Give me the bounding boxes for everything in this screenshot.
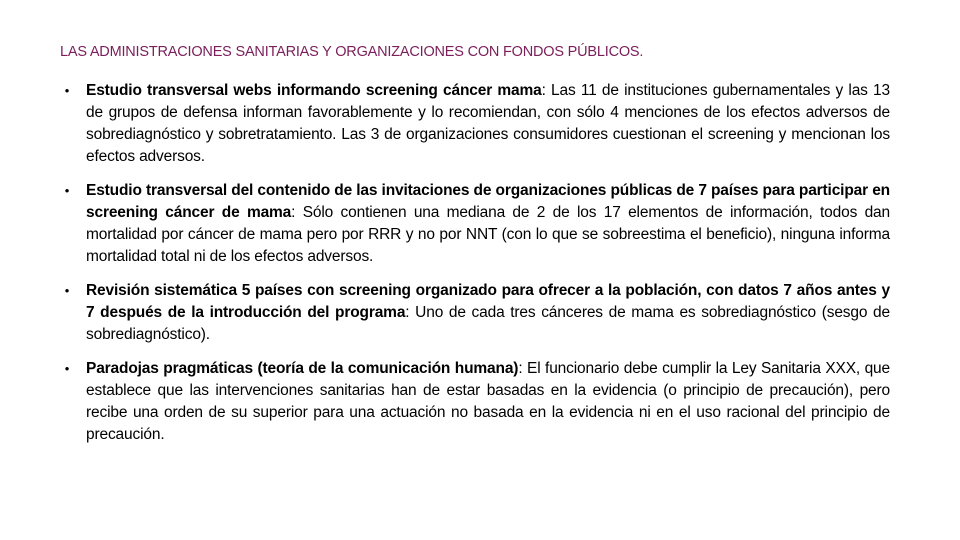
list-item (60, 180, 890, 268)
list-item (60, 80, 890, 168)
item-text: Sólo contienen una mediana de 2 de los 17 elementos de información, todos dan mortalidad por cáncer de mama pero por RRR y no por NNT (con lo que se sobreestima el beneficio), ninguna informa mortalidad total ni de los efectos adversos. (86, 204, 890, 265)
item-label: Revisión sistemática 5 países con screening organizado para ofrecer a la población, con datos 7 años antes y 7 después de la introducción del programa (86, 282, 890, 321)
bullet-icon: • (64, 361, 70, 376)
list-item (60, 280, 890, 346)
item-text: Las 11 de instituciones gubernamentales y las 13 de grupos de defensa informan favorablemente y lo recomiendan, con sólo 4 menciones de los efectos adversos de sobrediagnóstico y sobretratamiento. Las 3 de organizaciones consumidores cuestionan el screening y mencionan los efectos adversos. (86, 82, 890, 165)
item-separator: : (541, 82, 546, 99)
item-text: Uno de cada tres cánceres de mama es sobrediagnóstico (sesgo de sobrediagnóstico). (86, 304, 891, 343)
bullet-icon: • (64, 83, 70, 98)
slide-heading: LAS ADMINISTRACIONES SANITARIAS Y ORGANIZACIONES CON FONDOS PÚBLICOS. (60, 44, 644, 60)
item-label: Paradojas pragmáticas (teoría de la comunicación humana) (86, 360, 519, 377)
list-item (60, 358, 890, 446)
item-label: Estudio transversal del contenido de las invitaciones de organizaciones públicas de 7 países para participar en screening cáncer de mama (86, 182, 890, 221)
item-separator: : (291, 204, 296, 221)
item-label: Estudio transversal webs informando screening cáncer mama (86, 82, 542, 99)
bullet-list (60, 80, 890, 458)
item-separator: : (518, 360, 523, 377)
item-text: El funcionario debe cumplir la Ley Sanitaria XXX, que establece que las intervenciones sanitarias han de estar basadas en la evidencia (o principio de precaución), pero recibe una orden de su superior para una actuación no basada en la evidencia ni en el uso racional del principio de precaución. (86, 360, 890, 443)
bullet-icon: • (64, 183, 70, 198)
item-separator: : (405, 304, 410, 321)
bullet-icon: • (64, 283, 70, 298)
